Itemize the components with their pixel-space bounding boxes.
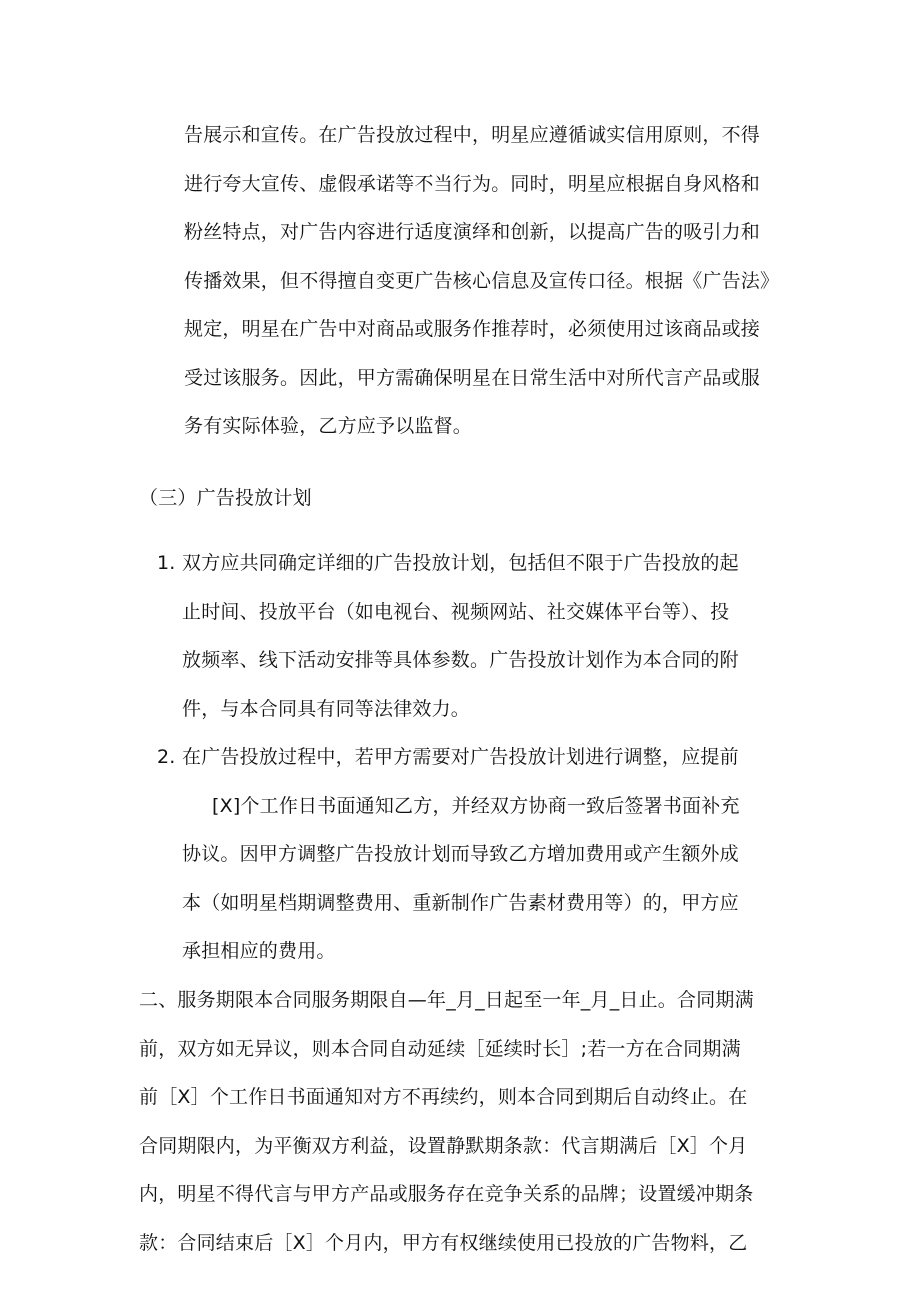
text-line: 本（如明星档期调整费用、重新制作广告素材费用等）的，甲方应	[182, 891, 739, 914]
text-line: 内，明星不得代言与甲方产品或服务存在竞争关系的品牌；设置缓冲期条	[139, 1183, 754, 1205]
text-line: 传播效果，但不得擅自变更广告核心信息及宣传口径。根据《广告法》	[184, 269, 780, 292]
text-line: 粉丝特点，对广告内容进行适度演绎和创新，以提高广告的吸引力和	[184, 221, 761, 243]
paragraph-star-conduct	[184, 111, 784, 451]
text-line: 务有实际体验，乙方应予以监督。	[184, 415, 473, 437]
text-line: 规定，明星在广告中对商品或服务作推荐时，必须使用过该商品或接	[184, 318, 761, 340]
text-line: 承担相应的费用。	[182, 940, 336, 962]
text-line: 前［X］个工作日书面通知对方不再续约，则本合同到期后自动终止。在	[139, 1086, 748, 1108]
text-line: 受过该服务。因此，甲方需确保明星在日常生活中对所代言产品或服	[184, 366, 761, 389]
list-item-number: 1.	[157, 552, 176, 574]
paragraph-service-term	[139, 976, 789, 1267]
text-line: 放频率、线下活动安排等具体参数。广告投放计划作为本合同的附	[182, 649, 739, 671]
list-item-number: 2.	[157, 746, 176, 768]
list-item-body	[182, 539, 782, 733]
text-line: [X]个工作日书面通知乙方，并经双方协商一致后签署书面补充	[212, 794, 740, 817]
text-line: 前，双方如无异议，则本合同自动延续［延续时长］;若一方在合同期满	[139, 1037, 741, 1060]
text-line: 进行夸大宣传、虚假承诺等不当行为。同时，明星应根据自身风格和	[184, 172, 761, 195]
text-line: 在广告投放过程中，若甲方需要对广告投放计划进行调整，应提前	[182, 746, 739, 768]
section-heading-text: （三）广告投放计划	[139, 487, 312, 509]
text-line: 双方应共同确定详细的广告投放计划，包括但不限于广告投放的起	[182, 552, 739, 574]
text-line: 止时间、投放平台（如电视台、视频网站、社交媒体平台等）、投	[182, 600, 730, 623]
text-line: 二、服务期限本合同服务期限自—年_月_日起至一年_月_日止。合同期满	[139, 989, 754, 1011]
text-line: 款：合同结束后［X］个月内，甲方有权继续使用已投放的广告物料，乙	[139, 1231, 748, 1254]
text-line: 协议。因甲方调整广告投放计划而导致乙方增加费用或产生额外成	[182, 843, 739, 865]
section-heading	[139, 474, 739, 523]
text-line: 合同期限内，为平衡双方利益，设置静默期条款：代言期满后［X］个月	[139, 1134, 748, 1157]
text-line: 件，与本合同具有同等法律效力。	[182, 697, 471, 720]
text-line: 告展示和宣传。在广告投放过程中，明星应遵循诚实信用原则，不得	[184, 124, 761, 146]
list-item-body	[182, 733, 782, 976]
